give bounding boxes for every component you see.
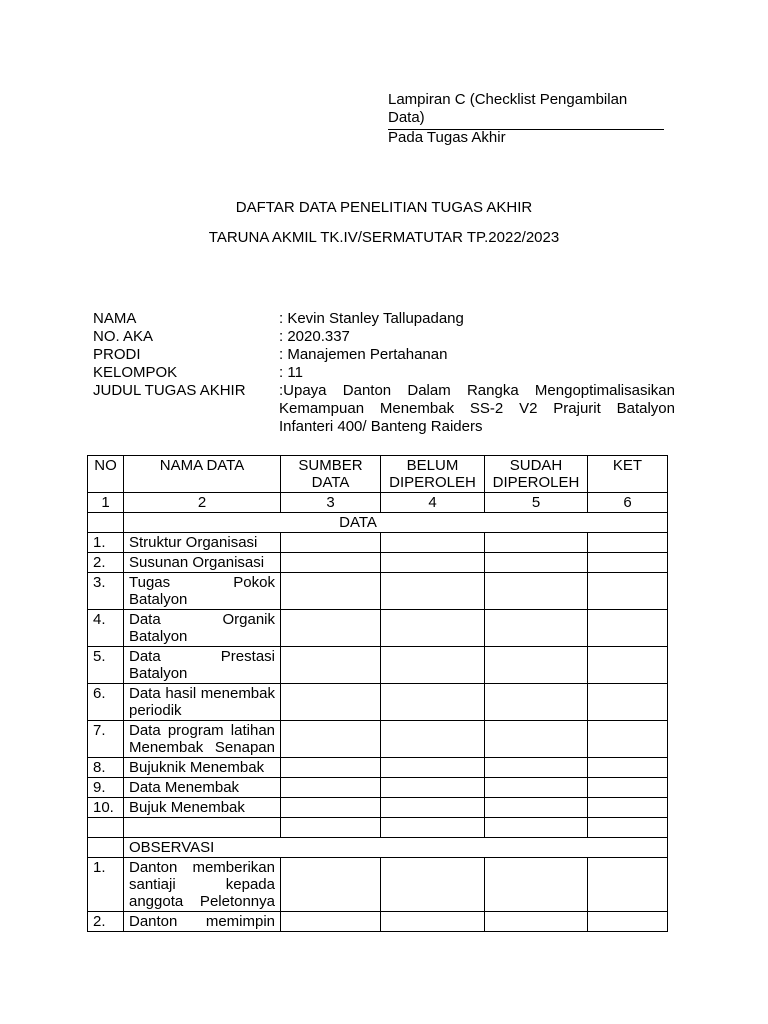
section-no-cell [88, 838, 124, 858]
section-label-observasi: OBSERVASI [124, 838, 668, 858]
table-header-row [88, 456, 668, 493]
row-name: Bujuknik Menembak [124, 758, 281, 778]
info-row-no-aka [93, 328, 675, 346]
section-no-cell [88, 513, 124, 533]
row-name: Data program latihan Menembak Senapan [124, 721, 281, 758]
row-number: 6. [88, 684, 124, 721]
belum-cell [381, 573, 485, 610]
lampiran-line-2: Data) [388, 109, 425, 126]
empty-cell [588, 818, 668, 838]
column-number-row [88, 493, 668, 513]
info-label: KELOMPOK [93, 364, 178, 381]
col-header-sumber-data: SUMBER DATA [281, 456, 381, 493]
ket-cell [588, 553, 668, 573]
belum-cell [381, 610, 485, 647]
ket-cell [588, 573, 668, 610]
sudah-cell [485, 573, 588, 610]
table-row [88, 858, 668, 912]
belum-cell [381, 758, 485, 778]
ket-cell [588, 684, 668, 721]
ket-cell [588, 721, 668, 758]
row-number: 5. [88, 647, 124, 684]
belum-cell [381, 647, 485, 684]
row-name: Data hasil menembak periodik [124, 684, 281, 721]
info-value: : Kevin Stanley Tallupadang [279, 310, 464, 327]
sumber-cell [281, 778, 381, 798]
row-number: 2. [88, 912, 124, 932]
sudah-cell [485, 798, 588, 818]
sumber-cell [281, 721, 381, 758]
ket-cell [588, 647, 668, 684]
row-name: Struktur Organisasi [124, 533, 281, 553]
col-header-ket: KET [588, 456, 668, 493]
col-header-sudah: SUDAH DIPEROLEH [485, 456, 588, 493]
row-number: 1. [88, 858, 124, 912]
sumber-cell [281, 798, 381, 818]
belum-cell [381, 533, 485, 553]
belum-cell [381, 858, 485, 912]
empty-cell [88, 818, 124, 838]
belum-cell [381, 778, 485, 798]
col-number: 2 [124, 493, 281, 513]
sudah-cell [485, 647, 588, 684]
empty-cell [281, 818, 381, 838]
col-header-nama-data: NAMA DATA [124, 456, 281, 493]
row-name: Danton memimpin [124, 912, 281, 932]
info-value: : Manajemen Pertahanan [279, 346, 448, 363]
row-number: 10. [88, 798, 124, 818]
ket-cell [588, 610, 668, 647]
col-number: 5 [485, 493, 588, 513]
row-number: 2. [88, 553, 124, 573]
identity-block [93, 310, 675, 436]
section-row-data [88, 513, 668, 533]
col-header-no: NO [88, 456, 124, 493]
row-name: Tugas Pokok Batalyon [124, 573, 281, 610]
ket-cell [588, 758, 668, 778]
info-row-nama [93, 310, 675, 328]
col-number: 1 [88, 493, 124, 513]
section-row-observasi [88, 838, 668, 858]
row-number: 8. [88, 758, 124, 778]
info-value: : 11 [279, 364, 303, 381]
document-title: DAFTAR DATA PENELITIAN TUGAS AKHIR [235, 199, 533, 216]
table-row [88, 573, 668, 610]
info-row-prodi [93, 346, 675, 364]
ket-cell [588, 912, 668, 932]
table-row [88, 912, 668, 932]
row-number: 7. [88, 721, 124, 758]
section-label-data: DATA [124, 513, 668, 533]
sudah-cell [485, 553, 588, 573]
empty-cell [381, 818, 485, 838]
row-number: 9. [88, 778, 124, 798]
sumber-cell [281, 758, 381, 778]
col-header-belum: BELUM DIPEROLEH [381, 456, 485, 493]
row-number: 4. [88, 610, 124, 647]
row-name: Bujuk Menembak [124, 798, 281, 818]
ket-cell [588, 858, 668, 912]
info-label: NAMA [93, 310, 137, 327]
ket-cell [588, 533, 668, 553]
sudah-cell [485, 778, 588, 798]
table-row [88, 684, 668, 721]
sumber-cell [281, 912, 381, 932]
sudah-cell [485, 858, 588, 912]
info-label: JUDUL TUGAS AKHIR [93, 382, 246, 399]
row-number: 1. [88, 533, 124, 553]
belum-cell [381, 912, 485, 932]
empty-cell [485, 818, 588, 838]
belum-cell [381, 684, 485, 721]
row-name: Danton memberikan santiaji kepada anggota Peletonnya [124, 858, 281, 912]
info-value: :Upaya Danton Dalam Rangka Mengoptimalisasikan Kemampuan Menembak SS-2 V2 Prajurit Batalyon Infanteri 400/ Banteng Raiders [279, 382, 675, 435]
sumber-cell [281, 647, 381, 684]
table-row [88, 721, 668, 758]
ket-cell [588, 798, 668, 818]
table-row [88, 533, 668, 553]
col-number: 4 [381, 493, 485, 513]
ket-cell [588, 778, 668, 798]
empty-row [88, 818, 668, 838]
sumber-cell [281, 533, 381, 553]
row-name: Data Prestasi Batalyon [124, 647, 281, 684]
lampiran-header [388, 91, 664, 146]
belum-cell [381, 553, 485, 573]
info-label: PRODI [93, 346, 141, 363]
document-subtitle: TARUNA AKMIL TK.IV/SERMATUTAR TP.2022/2023 [208, 229, 560, 246]
row-name: Data Organik Batalyon [124, 610, 281, 647]
lampiran-line-1: Lampiran C (Checklist Pengambilan [388, 91, 628, 108]
sumber-cell [281, 573, 381, 610]
sudah-cell [485, 610, 588, 647]
sudah-cell [485, 684, 588, 721]
sumber-cell [281, 553, 381, 573]
lampiran-line-3: Pada Tugas Akhir [388, 129, 506, 146]
row-name: Susunan Organisasi [124, 553, 281, 573]
sudah-cell [485, 912, 588, 932]
row-number: 3. [88, 573, 124, 610]
empty-cell [124, 818, 281, 838]
sudah-cell [485, 533, 588, 553]
sudah-cell [485, 758, 588, 778]
row-name: Data Menembak [124, 778, 281, 798]
sumber-cell [281, 858, 381, 912]
checklist-table [87, 455, 668, 932]
table-row [88, 553, 668, 573]
table-row [88, 610, 668, 647]
belum-cell [381, 721, 485, 758]
sumber-cell [281, 610, 381, 647]
col-number: 6 [588, 493, 668, 513]
info-value: : 2020.337 [279, 328, 350, 345]
table-row [88, 758, 668, 778]
belum-cell [381, 798, 485, 818]
info-row-kelompok [93, 364, 675, 382]
table-row [88, 778, 668, 798]
table-row [88, 798, 668, 818]
sumber-cell [281, 684, 381, 721]
table-row [88, 647, 668, 684]
col-number: 3 [281, 493, 381, 513]
info-row-judul [93, 382, 675, 436]
info-label: NO. AKA [93, 328, 154, 345]
sudah-cell [485, 721, 588, 758]
